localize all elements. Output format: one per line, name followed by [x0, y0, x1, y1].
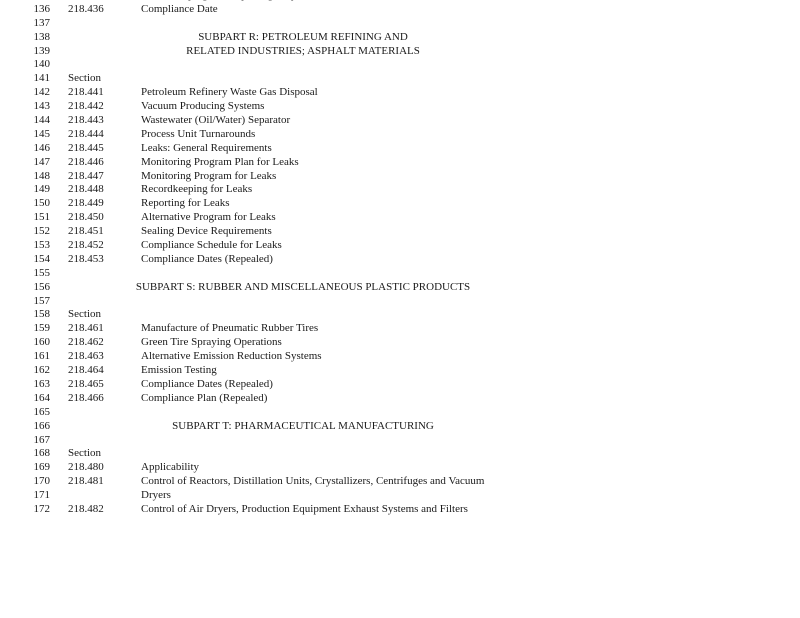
section-number: 218.466: [68, 391, 104, 404]
section-title: Reporting for Leaks: [141, 197, 230, 210]
section-number: 218.452: [68, 239, 104, 252]
section-number: 218.449: [68, 197, 104, 210]
section-title: Green Tire Spraying Operations: [141, 336, 282, 349]
line-number: 140: [33, 58, 50, 71]
line-number: 167: [33, 433, 50, 446]
section-column-header: Section: [68, 308, 101, 321]
document-line: [0, 308, 800, 322]
document-line: [0, 392, 800, 406]
section-title: Compliance Schedule for Leaks: [141, 239, 282, 252]
line-number: 150: [33, 197, 50, 210]
line-number: 145: [33, 127, 50, 140]
line-number: 168: [33, 447, 50, 460]
document-line: [0, 72, 800, 86]
section-title: Compliance Dates (Repealed): [141, 252, 273, 265]
document-line: [0, 170, 800, 184]
section-number: 218.453: [68, 252, 104, 265]
section-number: 218.463: [68, 350, 104, 363]
section-number: 218.465: [68, 377, 104, 390]
section-title: Control of Reactors, Distillation Units, Crystallizers, Centrifuges and Vacuum: [141, 475, 485, 488]
line-number: 161: [33, 350, 50, 363]
document-line: [0, 447, 800, 461]
section-title: Emission Testing: [141, 364, 217, 377]
line-number: 151: [33, 211, 50, 224]
line-number: 138: [33, 30, 50, 43]
section-number: 218.436: [68, 2, 104, 15]
section-number: 218.480: [68, 461, 104, 474]
line-number: 136: [33, 2, 50, 15]
subpart-heading: SUBPART T: PHARMACEUTICAL MANUFACTURING: [172, 419, 434, 432]
section-title: Wastewater (Oil/Water) Separator: [141, 114, 291, 127]
section-title: Compliance Plan (Repealed): [141, 391, 268, 404]
section-number: 218.482: [68, 502, 104, 515]
line-number: 158: [33, 308, 50, 321]
section-title: Sealing Device Requirements: [141, 225, 272, 238]
document-line: [0, 434, 800, 448]
document-line: [0, 58, 800, 72]
document-line: [0, 461, 800, 475]
document-line: [0, 225, 800, 239]
section-title: Monitoring Program Plan for Leaks: [141, 155, 299, 168]
document-line: [0, 3, 800, 17]
section-number: 218.441: [68, 86, 104, 99]
line-number: 165: [33, 405, 50, 418]
section-title: Vacuum Producing Systems: [141, 100, 265, 113]
line-number: 162: [33, 364, 50, 377]
section-title: Petroleum Refinery Waste Gas Disposal: [141, 86, 318, 99]
section-title: Dryers: [141, 489, 171, 502]
section-title: Applicability: [141, 461, 200, 474]
line-number: 169: [33, 461, 50, 474]
section-number: 218.444: [68, 127, 104, 140]
document-line: [0, 86, 800, 100]
line-number: 166: [33, 419, 50, 432]
document-line: [0, 128, 800, 142]
section-number: 218.461: [68, 322, 104, 335]
line-number: 149: [33, 183, 50, 196]
section-column-header: Section: [68, 447, 101, 460]
line-number: 172: [33, 502, 50, 515]
line-number: 171: [33, 489, 50, 502]
line-number: 142: [33, 86, 50, 99]
document-line: [0, 281, 800, 295]
line-number: 146: [33, 141, 50, 154]
section-number: 218.450: [68, 211, 104, 224]
line-number: 155: [33, 266, 50, 279]
document-line: [0, 17, 800, 31]
document-line: [0, 45, 800, 59]
document-line: [0, 420, 800, 434]
line-number: 156: [33, 280, 50, 293]
section-title: Control of Air Dryers, Production Equipment Exhaust Systems and Filters: [141, 502, 468, 515]
section-number: 218.481: [68, 475, 104, 488]
section-title: Recordkeeping for Leaks: [141, 183, 253, 196]
line-number: 144: [33, 114, 50, 127]
section-title: Monitoring Program for Leaks: [141, 169, 277, 182]
section-title: Leaks: General Requirements: [141, 141, 272, 154]
section-title: Compliance Dates (Repealed): [141, 377, 273, 390]
section-number: 218.464: [68, 364, 104, 377]
document-line: [0, 31, 800, 45]
document-line: [0, 295, 800, 309]
document-line: [0, 183, 800, 197]
document-line: [0, 406, 800, 420]
section-title: Alternative Emission Reduction Systems: [141, 350, 322, 363]
document-line: [0, 239, 800, 253]
line-number: 143: [33, 100, 50, 113]
line-number: 164: [33, 391, 50, 404]
line-number: 141: [33, 72, 50, 85]
document-line: [0, 253, 800, 267]
document-line: [0, 378, 800, 392]
document-line: [0, 156, 800, 170]
line-number: 148: [33, 169, 50, 182]
section-title: Compliance Date: [141, 2, 218, 15]
document-line: [0, 211, 800, 225]
section-number: 218.448: [68, 183, 104, 196]
subpart-heading: RELATED INDUSTRIES; ASPHALT MATERIALS: [186, 44, 420, 57]
section-number: 218.446: [68, 155, 104, 168]
section-title: Manufacture of Pneumatic Rubber Tires: [141, 322, 319, 335]
section-title: Process Unit Turnarounds: [141, 127, 256, 140]
document-line: [0, 336, 800, 350]
line-number: 139: [33, 44, 50, 57]
subpart-heading: SUBPART S: RUBBER AND MISCELLANEOUS PLASTIC PRODUCTS: [135, 280, 471, 293]
document-line: [0, 197, 800, 211]
line-number: 153: [33, 239, 50, 252]
line-number: 147: [33, 155, 50, 168]
line-number: 160: [33, 336, 50, 349]
line-number: 157: [33, 294, 50, 307]
document-line: [0, 322, 800, 336]
document-line: [0, 267, 800, 281]
line-number: 137: [33, 16, 50, 29]
document-line: [0, 100, 800, 114]
document-line: [0, 489, 800, 503]
document-line: [0, 114, 800, 128]
document-line: [0, 350, 800, 364]
document-line: [0, 503, 800, 517]
document-line: [0, 364, 800, 378]
section-column-header: Section: [68, 72, 101, 85]
section-number: 218.451: [68, 225, 104, 238]
section-number: 218.447: [68, 169, 104, 182]
line-number: 170: [33, 475, 50, 488]
document-line: [0, 142, 800, 156]
line-number: 159: [33, 322, 50, 335]
line-number: 163: [33, 377, 50, 390]
section-number: 218.462: [68, 336, 104, 349]
section-number: 218.442: [68, 100, 104, 113]
section-title: Alternative Program for Leaks: [141, 211, 276, 224]
section-number: 218.443: [68, 114, 104, 127]
subpart-heading: SUBPART R: PETROLEUM REFINING AND: [198, 30, 408, 43]
line-number: 154: [33, 252, 50, 265]
document-line: [0, 475, 800, 489]
line-number: 152: [33, 225, 50, 238]
section-number: 218.445: [68, 141, 104, 154]
